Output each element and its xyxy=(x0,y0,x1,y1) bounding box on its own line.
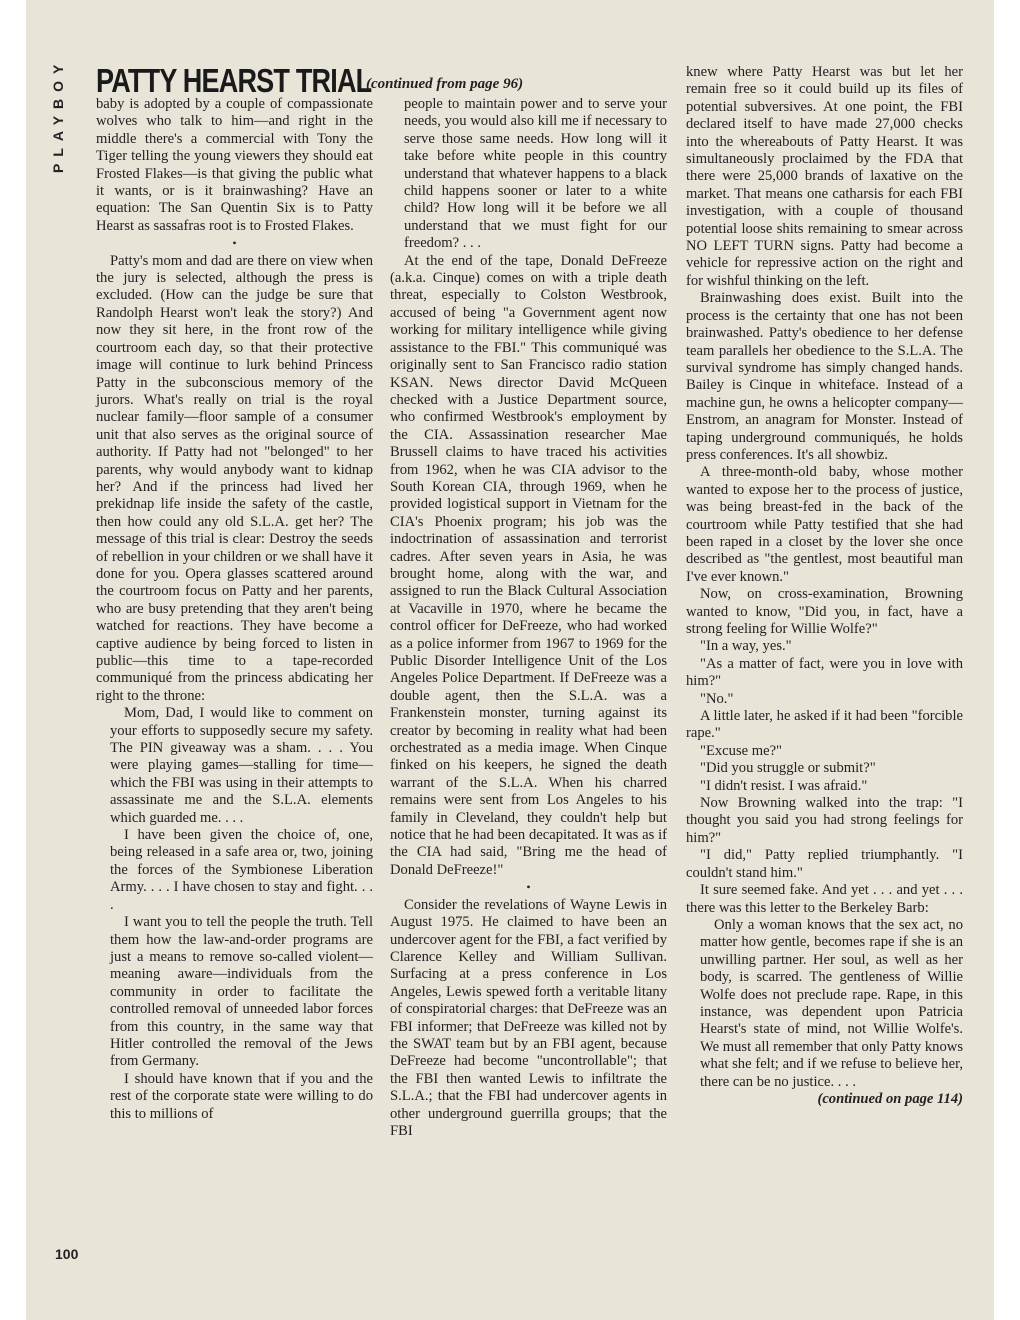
body-paragraph: Patty's mom and dad are there on view when the jury is selected, although the press is excluded. (How can the judge be sure that Randolph Hearst won't leak the story?) And now they sit here, in the front row of the courtroom each day, so that their protective image will continue to lurk behind Princess Patty in the subconscious memory of the jurors. What's really on trial is the royal nuclear family—floor sample of a consumer unit that also serves as the original source of authority. If Patty had not "belonged" to her parents, why would anybody want to kidnap her? And if the princess had lived her prekidnap life inside the safety of the castle, then how could any old S.L.A. get her? The message of this trial is clear: Destroy the seeds of rebellion in your children or we shall have it done for you. Opera glasses scattered around the courtroom focus on Patty and her parents, who are busy pretending that they aren't being watched for reactions. They have become a captive audience by being forced to listen in public—this time to a tape-recorded communiqué from the princess abdicating her right to the throne: xyxy=(96,252,373,704)
body-paragraph: "Excuse me?" xyxy=(700,742,783,759)
section-divider-bullet: • xyxy=(232,236,237,251)
text-column-3 xyxy=(686,64,963,1108)
body-paragraph: "As a matter of fact, were you in love with him?" xyxy=(686,655,963,690)
text-column-1 xyxy=(96,96,373,1123)
body-paragraph: At the end of the tape, Donald DeFreeze (a.k.a. Cinque) comes on with a triple death threat, especially to Colston Westbrook, accused of being "a Government agent now working for military intelligence while giving assistance to the FBI." This communiqué was originally sent to San Francisco radio station KSAN. News director David McQueen checked with a Justice Department source, who confirmed Westbrook's employment by the CIA. Assassination researcher Mae Brussell claims to have traced his activities from 1962, when he was CIA advisor to the South Korean CIA, through 1969, when he provided logistical support in Vietnam for the CIA's Phoenix program; his job was the indoctrination of assassination and terrorist cadres. After seven years in Asia, he was brought home, along with the war, and assigned to run the Black Cultural Association at Vacaville in 1970, where he became the control officer for DeFreeze, who had worked as a police informer from 1967 to 1969 for the Public Disorder Intelligence Unit of the Los Angeles Police Department. If DeFreeze was a double agent, then the S.L.A. was a Frankenstein monster, turning against its creator by becoming in reality what had been orchestrated as a media image. When Cinque finked on his keepers, he signed the death warrant of the S.L.A. When his charred remains were sent from Los Angeles to his family in Cleveland, they couldn't help but notice that he had been decapitated. It was as if the CIA had said, "Bring me the head of Donald DeFreeze!" xyxy=(390,252,667,878)
page-number: 100 xyxy=(55,1246,79,1262)
body-paragraph: "In a way, yes." xyxy=(700,638,792,655)
body-paragraph: knew where Patty Hearst was but let her remain free so it could build up its files of potential subversives. At one point, the FBI declared itself to have made 27,000 checks into the whereabouts of Patty Hearst. It was simultaneously proclaimed by the FDA that there were 25,000 brands of laxative on the market. That means one catharsis for each FBI investigation, with a couple of thousand potential loose shits remaining to smear across NO LEFT TURN signs. Patty had become a vehicle for repressive action on the right and for wishful thinking on the left. xyxy=(686,64,963,289)
body-paragraph: Brainwashing does exist. Built into the process is the certainty that one has not been brainwashed. Patty's obedience to her defense team parallels her obedience to the S.L.A. The survival syndrome has simply changed hands. Bailey is Cinque in whiteface. Instead of a machine gun, he owns a helicopter company—Enstrom, an anagram for Monster. Instead of taping underground communiqués, he holds press conferences. It's all showbiz. xyxy=(686,290,963,463)
quoted-paragraph: people to maintain power and to serve your needs, you would also kill me if necessary to serve those same needs. How long will it take before white people in this country understand that whatever happens to a black child happens sooner or later to a white child? How long will it be before we all understand that we must fight for our freedom? . . . xyxy=(404,96,667,252)
body-paragraph: It sure seemed fake. And yet . . . and yet . . . there was this letter to the Berkeley Barb: xyxy=(686,882,963,916)
body-paragraph: Now, on cross-examination, Browning wanted to know, "Did you, in fact, have a strong feeling for Willie Wolfe?" xyxy=(686,586,963,637)
body-paragraph: Consider the revelations of Wayne Lewis in August 1975. He claimed to have been an undercover agent for the FBI, a fact verified by Clarence Kelley and William Sullivan. Surfacing at a press conference in Los Angeles, Lewis spewed forth a veritable litany of conspiratorial charges: that DeFreeze was an FBI informer; that DeFreeze was killed not by the SWAT team but by an FBI agent, because DeFreeze had become "uncontrollable"; that the FBI then wanted Lewis to infiltrate the S.L.A.; that the FBI had undercover agents in other underground guerrilla groups; that the FBI xyxy=(390,896,667,1139)
continued-from-note: (continued from page 96) xyxy=(366,76,524,92)
quoted-paragraph: I want you to tell the people the truth. Tell them how the law-and-order programs are just a means to remove so-called violent—meaning aware—individuals from the community in order to facilitate the controlled removal of unneeded labor forces from this country, in the same way that Hitler controlled the removal of the Jews from Germany. xyxy=(110,914,373,1070)
body-paragraph: "No." xyxy=(700,690,734,707)
body-paragraph: "Did you struggle or submit?" xyxy=(700,760,876,777)
body-paragraph: Now Browning walked into the trap: "I thought you said you had strong feelings for him?" xyxy=(686,795,963,846)
body-paragraph: "I did," Patty replied triumphantly. "I couldn't stand him." xyxy=(686,847,963,881)
quoted-paragraph: I should have known that if you and the rest of the corporate state were willing to do this to millions of xyxy=(110,1070,373,1122)
body-paragraph: A three-month-old baby, whose mother wanted to expose her to the process of justice, was being breast-fed in the back of the courtroom while Patty testified that she had been raped in a closet by the lover she once described as "the gentlest, most beautiful man I've ever known." xyxy=(686,464,963,585)
magazine-name-vertical: PLAYBOY xyxy=(50,58,66,174)
body-paragraph: baby is adopted by a couple of compassionate wolves who talk to him—and right in the middle there's a commercial with Tony the Tiger telling the young viewers they should eat Frosted Flakes—is that giving the public what it wants, or is it brainwashing? Have an equation: The San Quentin Six is to Patty Hearst as sassafras root is to Frosted Flakes. xyxy=(96,96,373,234)
quoted-paragraph: I have been given the choice of, one, being released in a safe area or, two, joining the forces of the Symbionese Liberation Army. . . . I have chosen to stay and fight. . . . xyxy=(110,827,373,913)
quoted-paragraph: Only a woman knows that the sex act, no matter how gentle, becomes rape if she is an unwilling partner. Her soul, as well as her body, is scarred. The gentleness of Willie Wolfe does not preclude rape. Rape, in this instance, was dependent upon Patricia Hearst's state of mind, not Willie Wolfe's. We must all remember that only Patty knows what she felt; and if we refuse to believe her, there can be no justice. . . . xyxy=(700,916,963,1090)
article-headline xyxy=(96,62,524,100)
body-paragraph: "I didn't resist. I was afraid." xyxy=(700,777,868,794)
quoted-paragraph: Mom, Dad, I would like to comment on your efforts to supposedly secure my safety. The PIN giveaway was a sham. . . . You were playing games—stalling for time—which the FBI was using in their attempts to assassinate me and the S.L.A. elements which guarded me. . . . xyxy=(110,705,373,826)
headline-title: PATTY HEARST TRIAL xyxy=(96,62,372,99)
body-paragraph: A little later, he asked if it had been "forcible rape." xyxy=(686,708,963,742)
continued-on-note: (continued on page 114) xyxy=(817,1090,963,1107)
section-divider-bullet: • xyxy=(526,880,531,895)
text-column-2 xyxy=(390,96,667,1140)
